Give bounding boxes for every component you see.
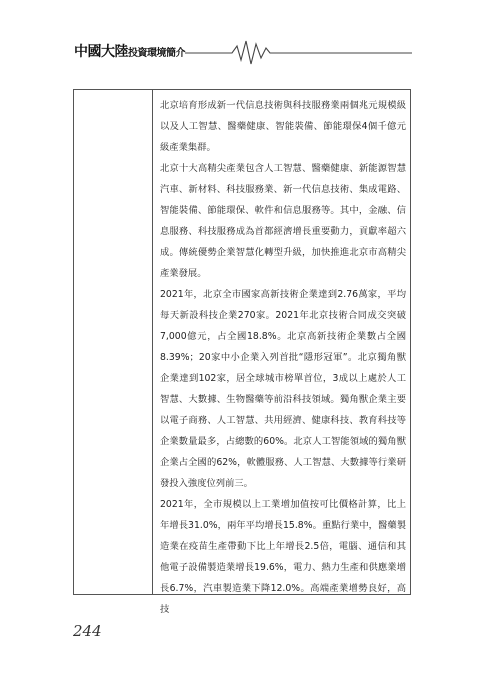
paragraph-tech-enterprises: 2021年，北京全市國家高新技術企業達到2.76萬家，平均每天新設科技企業270家。2021年北京技術合同成交突破7,000億元，占全國18.8%。北京高新技術企業數占全國8.39%；20家中小企業入列首批“隱形冠軍”。北京獨角獸企業達到102家，居全球城市榜單首位，3成以上處於人工智慧、大數據、生物醫藥等前沿科技領域。獨角獸企業主要以電子商務、人工智慧、共用經濟、健康科技、教育科技等企業數量最多，占總數的60%。北京人工智能領域的獨角獸企業占全國的62%，軟體服務、人工智慧、大數據等行業研發投入強度位列前三。 (160, 289, 406, 489)
header-title-main: 中國大陸 (74, 44, 128, 60)
header-title-sub: 投資環境簡介 (128, 48, 185, 59)
paragraph-high-tech-industries: 北京十大高精尖產業包含人工智慧、醫藥健康、新能源智慧汽車、新材料、科技服務業、新一代信息技術、集成電路、智能裝備、節能環保、軟件和信息服務等。其中，金融、信息服務、科技服務成為首都經濟增長重要動力，貢獻率超六成。傳統優勢企業智慧化轉型升級，加快推進北京市高精尖產業發展。 (160, 163, 406, 279)
paragraph-industry-clusters: 北京培育形成新一代信息技術與科技服務業兩個兆元規模級以及人工智慧、醫藥健康、智能裝備、節能環保4個千億元級產業集群。 (160, 100, 406, 153)
page-number: 244 (73, 622, 102, 640)
table-column-divider (152, 89, 153, 595)
page-header (0, 0, 480, 70)
header-heartbeat-line (0, 0, 480, 70)
table-content-cell (160, 95, 406, 620)
paragraph-industrial-growth: 2021年，全市規模以上工業增加值按可比價格計算，比上年增長31.0%，兩年平均增長15.8%。重點行業中，醫藥製造業在疫苗生產帶動下比上年增長2.5倍，電腦、通信和其他電子設備製造業增長19.6%，電力、熱力生產和供應業增長6.7%，汽車製造業下降12.0%。高端產業增勢良好，高技 (160, 499, 406, 615)
